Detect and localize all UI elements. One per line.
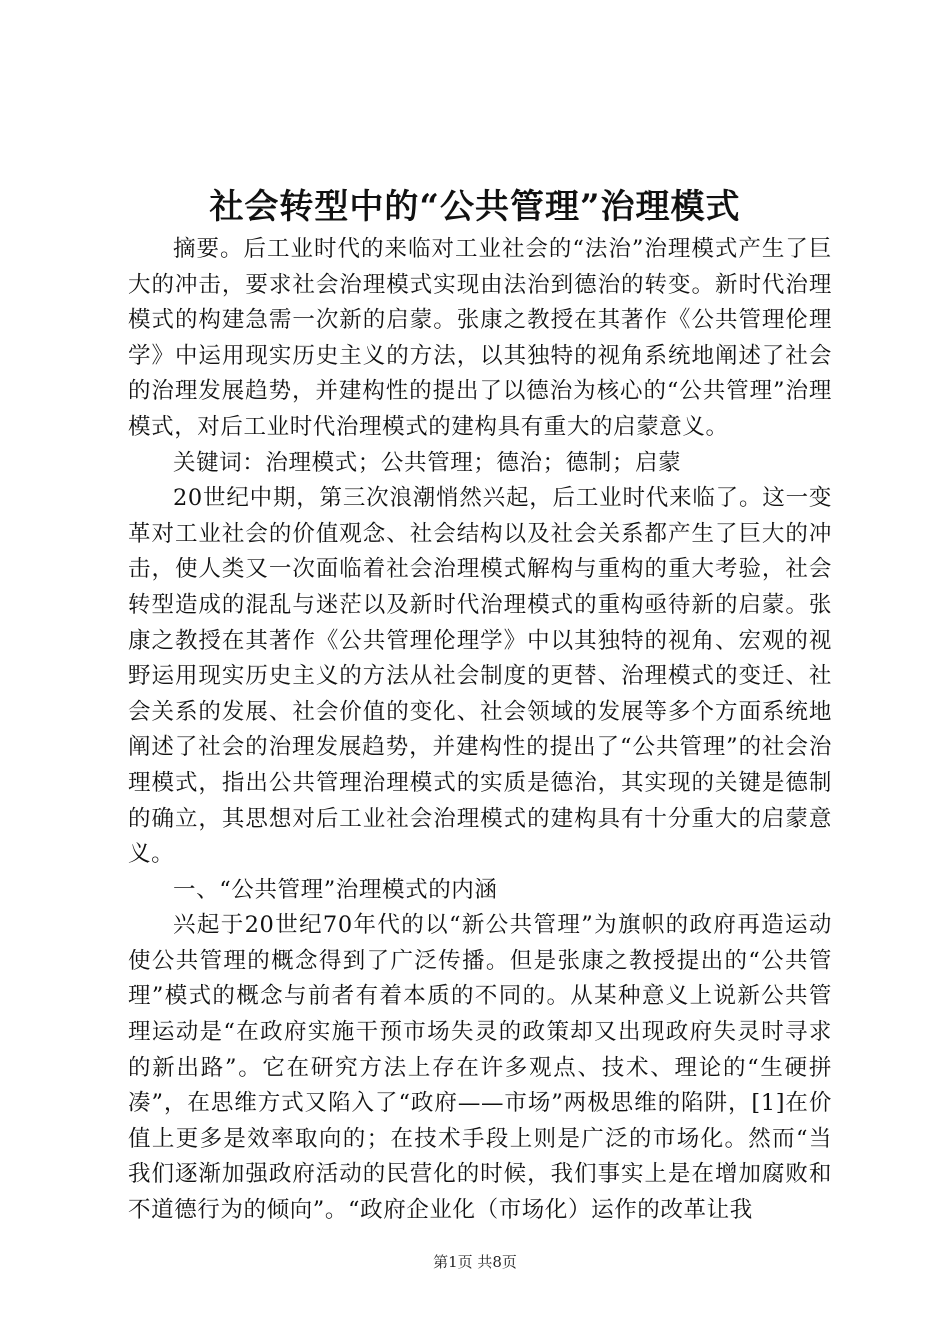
section-heading: 一、“公共管理”治理模式的内涵 <box>173 876 498 903</box>
page-footer: 第1页 共8页 <box>433 1253 517 1271</box>
keywords-paragraph: 关键词：治理模式；公共管理；德治；德制；启蒙 <box>173 449 682 476</box>
body-paragraph: 兴起于20世纪70年代的以“新公共管理”为旗帜的政府再造运动使公共管理的概念得到了广泛传播。但是张康之教授提出的“公共管理”模式的概念与前者有着本质的不同的。从某种意义上说新公共管理运动是“在政府实施干预市场失灵的政策却又出现政府失灵时寻求的新出路”。它在研究方法上存在许多观点、技术、理论的“生硬拼凑”，在思维方式又陷入了“政府——市场”两极思维的陷阱，[1]在价值上更多是效率取向的；在技术手段上则是广泛的市场化。然而“当我们逐渐加强政府活动的民营化的时候，我们事实上是在增加腐败和不道德行为的倾向”。“政府企业化（市场化）运作的改革让我 <box>128 912 832 1224</box>
body-paragraph: 20世纪中期，第三次浪潮悄然兴起，后工业时代来临了。这一变革对工业社会的价值观念、社会结构以及社会关系都产生了巨大的冲击，使人类又一次面临着社会治理模式解构与重构的重大考验，社会转型造成的混乱与迷茫以及新时代治理模式的重构亟待新的启蒙。张康之教授在其著作《公共管理伦理学》中以其独特的视角、宏观的视野运用现实历史主义的方法从社会制度的更替、治理模式的变迁、社会关系的发展、社会价值的变化、社会领域的发展等多个方面系统地阐述了社会的治理发展趋势，并建构性的提出了“公共管理”的社会治理模式，指出公共管理治理模式的实质是德治，其实现的关键是德制的确立，其思想对后工业社会治理模式的建构具有十分重大的启蒙意义。 <box>128 485 832 868</box>
abstract-paragraph: 摘要。后工业时代的来临对工业社会的“法治”治理模式产生了巨大的冲击，要求社会治理模式实现由法治到德治的转变。新时代治理模式的构建急需一次新的启蒙。张康之教授在其著作《公共管理伦理学》中运用现实历史主义的方法，以其独特的视角系统地阐述了社会的治理发展趋势，并建构性的提出了以德治为核心的“公共管理”治理模式，对后工业时代治理模式的建构具有重大的启蒙意义。 <box>128 236 832 440</box>
document-body <box>128 232 832 1229</box>
document-title: 社会转型中的“公共管理”治理模式 <box>209 187 741 227</box>
